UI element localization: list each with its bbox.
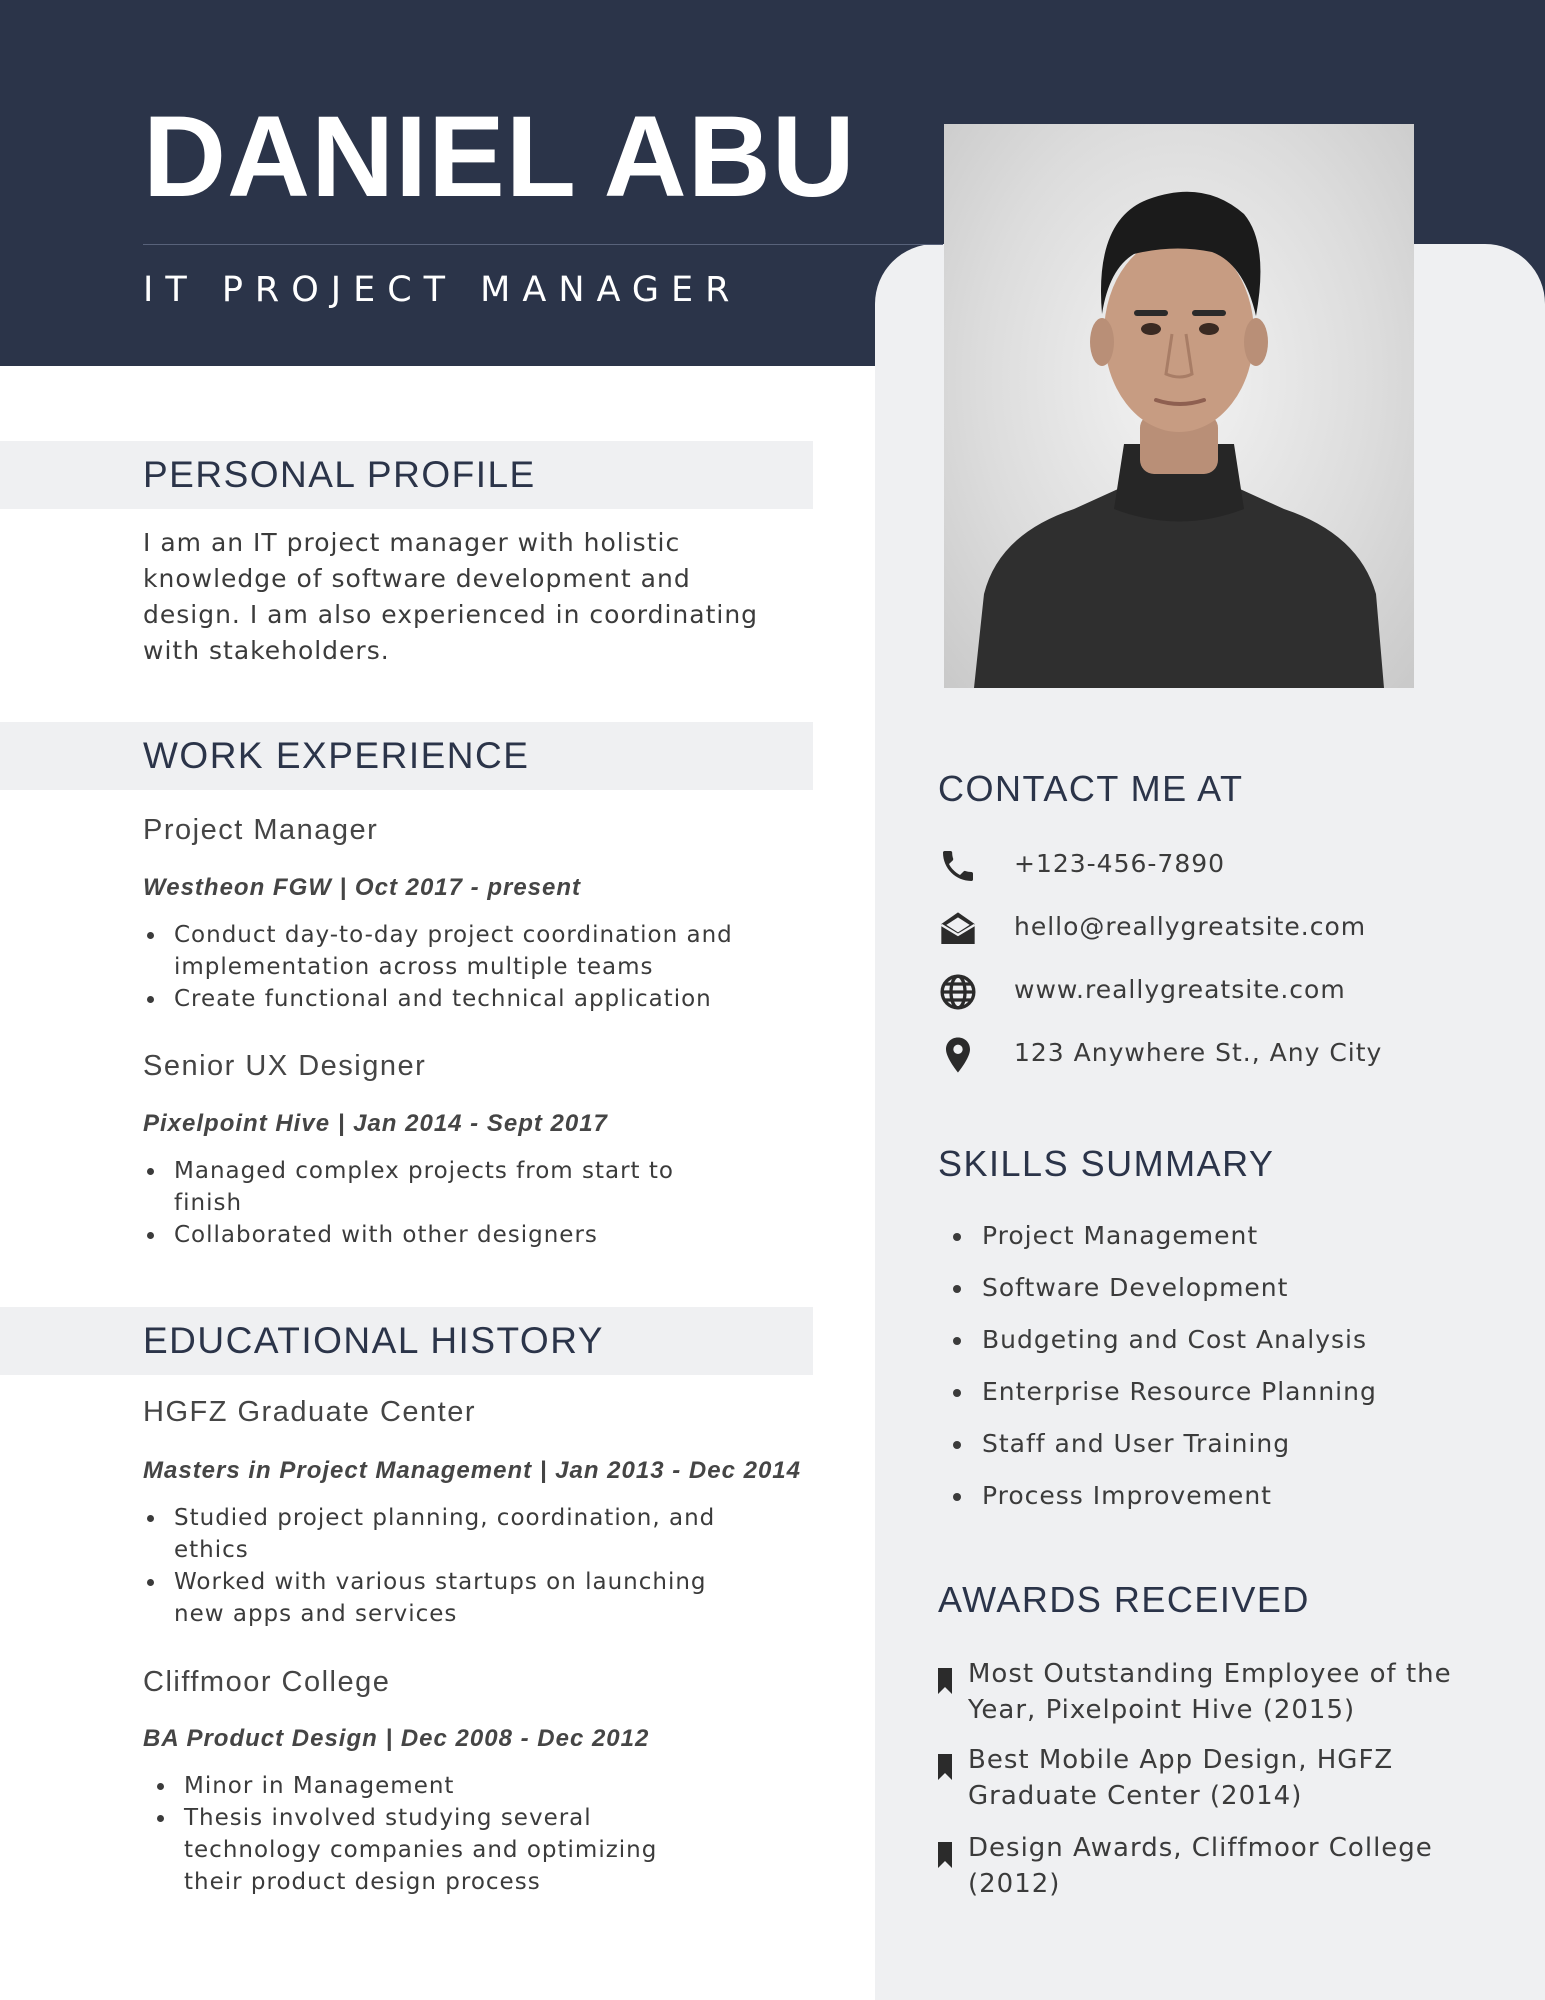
profile-photo [944, 124, 1414, 688]
skill-item: Enterprise Resource Planning [938, 1374, 1377, 1426]
profile-text: I am an IT project manager with holistic knowledge of software development and design. I am also experienced in coordinating with stakeholders. [143, 528, 759, 665]
school-meta: BA Product Design | Dec 2008 - Dec 2012 [143, 1725, 650, 1752]
skills-section-title: SKILLS SUMMARY [938, 1143, 1275, 1184]
education-section-title: EDUCATIONAL HISTORY [143, 1320, 604, 1361]
list-item: Conduct day-to-day project coordination and implementation across multiple teams [143, 919, 793, 983]
contact-address [938, 1032, 1498, 1078]
skill-item: Budgeting and Cost Analysis [938, 1322, 1377, 1374]
school-meta: Masters in Project Management | Jan 2013 - Dec 2014 [143, 1457, 801, 1484]
list-item: Minor in Management [143, 1770, 723, 1802]
skill-item: Process Improvement [938, 1478, 1377, 1530]
award-text: Best Mobile App Design, HGFZ Graduate Center (2014) [968, 1745, 1394, 1811]
job-title: Project Manager [143, 814, 379, 846]
skill-item: Project Management [938, 1218, 1377, 1270]
award-text: Design Awards, Cliffmoor College (2012) [968, 1833, 1433, 1899]
job-title: Senior UX Designer [143, 1050, 427, 1082]
contact-address-text: 123 Anywhere St., Any City [1014, 1038, 1383, 1067]
job-meta: Pixelpoint Hive | Jan 2014 - Sept 2017 [143, 1110, 608, 1137]
candidate-name: DANIEL ABU [143, 93, 856, 221]
portrait-illustration [944, 124, 1414, 688]
skills-list [938, 1218, 1377, 1530]
award-text: Most Outstanding Employee of the Year, Pixelpoint Hive (2015) [968, 1659, 1452, 1725]
school-name: HGFZ Graduate Center [143, 1396, 476, 1428]
skill-item: Software Development [938, 1270, 1377, 1322]
bookmark-icon [938, 1668, 952, 1694]
contact-website [938, 969, 1498, 1015]
job-bullets [143, 919, 793, 1015]
phone-icon [938, 846, 978, 886]
globe-icon [938, 972, 978, 1012]
location-pin-icon [938, 1035, 978, 1075]
skill-item: Staff and User Training [938, 1426, 1377, 1478]
bookmark-icon [938, 1842, 952, 1868]
work-section-title: WORK EXPERIENCE [143, 735, 530, 776]
contact-section-title: CONTACT ME AT [938, 768, 1244, 809]
awards-section-title: AWARDS RECEIVED [938, 1579, 1310, 1620]
list-item: Studied project planning, coordination, and ethics [143, 1502, 763, 1566]
list-item: Managed complex projects from start to finish [143, 1155, 703, 1219]
contact-email-text[interactable]: hello@reallygreatsite.com [1014, 912, 1367, 941]
list-item: Thesis involved studying several technology companies and optimizing their product design process [143, 1802, 723, 1898]
contact-email [938, 906, 1498, 952]
school-name: Cliffmoor College [143, 1666, 391, 1698]
list-item: Create functional and technical application [143, 983, 793, 1015]
contact-phone [938, 843, 1498, 889]
header-divider [143, 244, 943, 245]
contact-website-text[interactable]: www.reallygreatsite.com [1014, 975, 1346, 1004]
envelope-icon [938, 909, 978, 949]
list-item: Collaborated with other designers [143, 1219, 703, 1251]
job-role: IT PROJECT MANAGER [143, 270, 742, 310]
job-bullets [143, 1155, 703, 1251]
profile-section-title: PERSONAL PROFILE [143, 454, 536, 495]
school-bullets [143, 1770, 723, 1898]
bookmark-icon [938, 1754, 952, 1780]
contact-phone-text[interactable]: +123-456-7890 [1014, 849, 1226, 878]
list-item: Worked with various startups on launching new apps and services [143, 1566, 763, 1630]
school-bullets [143, 1502, 763, 1630]
job-meta: Westheon FGW | Oct 2017 - present [143, 874, 582, 901]
